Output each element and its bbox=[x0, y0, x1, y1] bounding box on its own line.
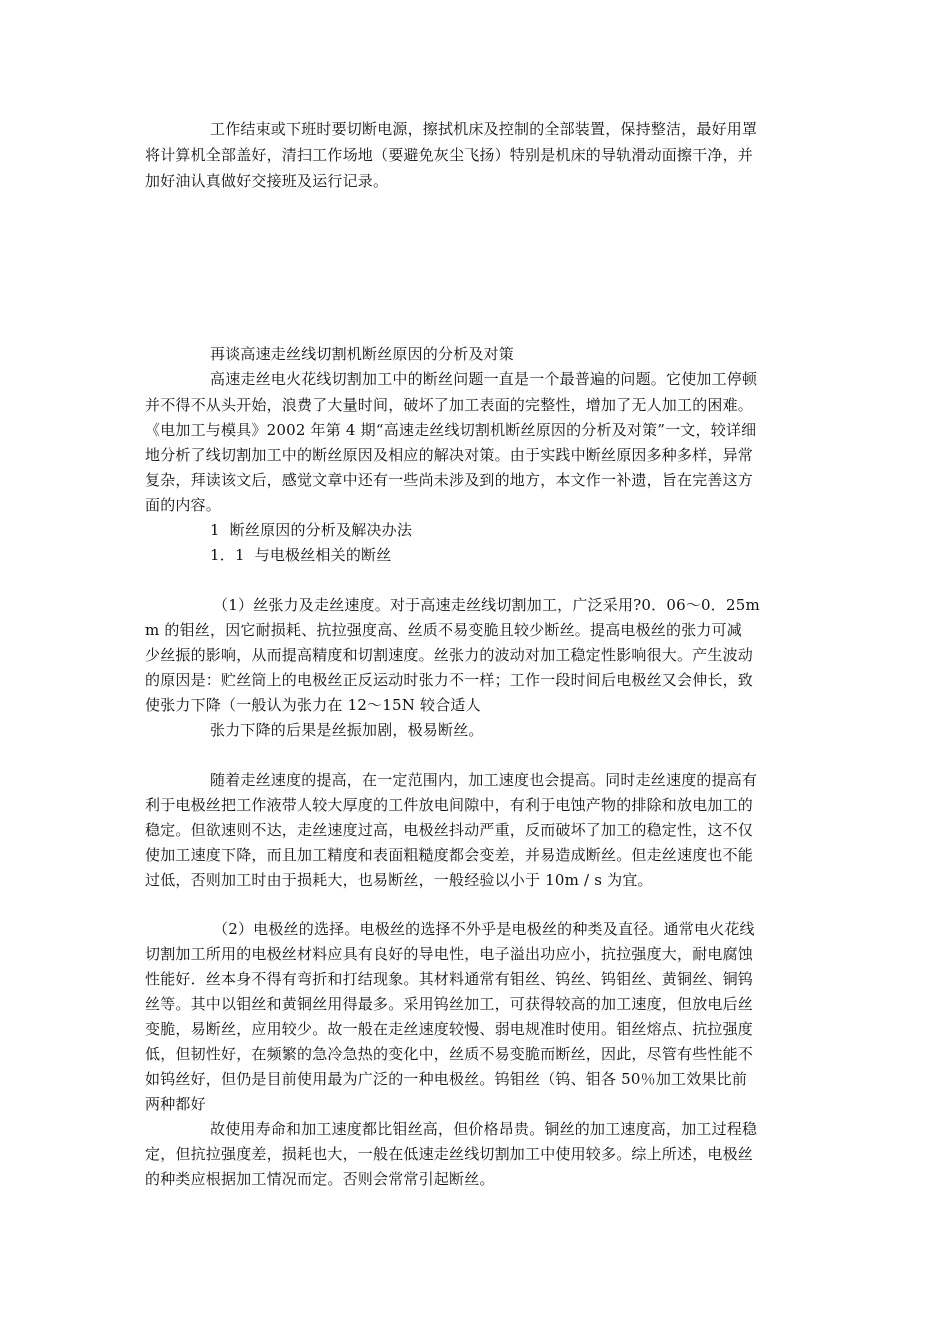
text-line: 稳定。但欲速则不达，走丝速度过高，电极丝抖动严重，反而破坏了加工的稳定性，这不仅 bbox=[145, 821, 754, 839]
text-line: 加好油认真做好交接班及运行记录。 bbox=[145, 172, 389, 190]
text-line: 《电加工与模具》2002 年第 4 期“高速走丝线切割机断丝原因的分析及对策”一文，较详细 bbox=[145, 421, 757, 439]
text-line: 如钨丝好，但仍是目前使用最为广泛的一种电极丝。钨钼丝（钨、钼各 50％加工效果比前 bbox=[145, 1070, 748, 1088]
text-line: 定，但抗拉强度差，损耗也大，一般在低速走丝线切割加工中使用较多。综上所述，电极丝 bbox=[145, 1145, 754, 1163]
text-line: 面的内容。 bbox=[145, 496, 222, 514]
text-line: 高速走丝电火花线切割加工中的断丝问题一直是一个最普遍的问题。它使加工停顿 bbox=[210, 370, 758, 388]
text-line: 随着走丝速度的提高，在一定范围内，加工速度也会提高。同时走丝速度的提高有 bbox=[210, 771, 758, 789]
text-line: 变脆，易断丝，应用较少。故一般在走丝速度较慢、弱电规准时使用。钼丝熔点、抗拉强度 bbox=[145, 1020, 754, 1038]
text-line: 切割加工所用的电极丝材料应具有良好的导电性，电子溢出功应小，抗拉强度大，耐电腐蚀 bbox=[145, 945, 754, 963]
text-line: 性能好．丝本身不得有弯折和打结现象。其材料通常有钼丝、钨丝、钨钼丝、黄铜丝、铜钨 bbox=[145, 970, 754, 988]
text-line: 复杂，拜读该文后，感觉文章中还有一些尚未涉及到的地方，本文作一补遗，旨在完善这方 bbox=[145, 471, 754, 489]
section-heading: 1 断丝原因的分析及解决办法 bbox=[210, 521, 413, 539]
text-line: 地分析了线切割加工中的断丝原因及相应的解决对策。由于实践中断丝原因多种多样，异常 bbox=[145, 446, 754, 464]
text-line: 使加工速度下降，而且加工精度和表面粗糙度都会变差，并易造成断丝。但走丝速度也不能 bbox=[145, 846, 754, 864]
text-line: 利于电极丝把工作液带人较大厚度的工件放电间隙中，有利于电蚀产物的排除和放电加工的 bbox=[145, 796, 754, 814]
text-line: m 的钼丝，因它耐损耗、抗拉强度高、丝质不易变脆且较少断丝。提高电极丝的张力可减 bbox=[145, 621, 742, 639]
text-line: （1）丝张力及走丝速度。对于高速走丝线切割加工，广泛采用?0．06～0．25m bbox=[213, 596, 760, 614]
text-line: 将计算机全部盖好，清扫工作场地（要避免灰尘飞扬）特别是机床的导轨滑动面擦干净，并 bbox=[145, 146, 754, 164]
text-line: 的原因是：贮丝筒上的电极丝正反运动时张力不一样；工作一段时间后电极丝又会伸长，致 bbox=[145, 671, 754, 689]
text-line: 少丝振的影响，从而提高精度和切割速度。丝张力的波动对加工稳定性影响很大。产生波动 bbox=[145, 646, 754, 664]
text-line: 低，但韧性好，在频繁的急冷急热的变化中，丝质不易变脆而断丝，因此，尽管有些性能不 bbox=[145, 1045, 754, 1063]
text-line: （2）电极丝的选择。电极丝的选择不外乎是电极丝的种类及直径。通常电火花线 bbox=[213, 920, 755, 938]
text-line: 的种类应根据加工情况而定。否则会常常引起断丝。 bbox=[145, 1170, 495, 1188]
text-line: 两种都好 bbox=[145, 1095, 206, 1113]
text-line: 故使用寿命和加工速度都比钼丝高，但价格昂贵。铜丝的加工速度高，加工过程稳 bbox=[210, 1120, 758, 1138]
subsection-heading: 1．1 与电极丝相关的断丝 bbox=[210, 546, 392, 564]
paragraph-tension-result: 张力下降的后果是丝振加剧，极易断丝。 bbox=[210, 721, 484, 739]
text-line: 工作结束或下班时要切断电源，擦拭机床及控制的全部装置，保持整洁，最好用罩 bbox=[210, 120, 758, 138]
text-line: 丝等。其中以钼丝和黄铜丝用得最多。采用钨丝加工，可获得较高的加工速度，但放电后丝 bbox=[145, 995, 754, 1013]
article-title: 再谈高速走丝线切割机断丝原因的分析及对策 bbox=[210, 345, 515, 363]
text-line: 并不得不从头开始，浪费了大量时间，破坏了加工表面的完整性，增加了无人加工的困难。 bbox=[145, 396, 754, 414]
text-line: 过低，否则加工时由于损耗大，也易断丝，一般经验以小于 10m / s 为宜。 bbox=[145, 871, 653, 889]
text-line: 使张力下降（一般认为张力在 12～15N 较合适人 bbox=[145, 696, 481, 714]
